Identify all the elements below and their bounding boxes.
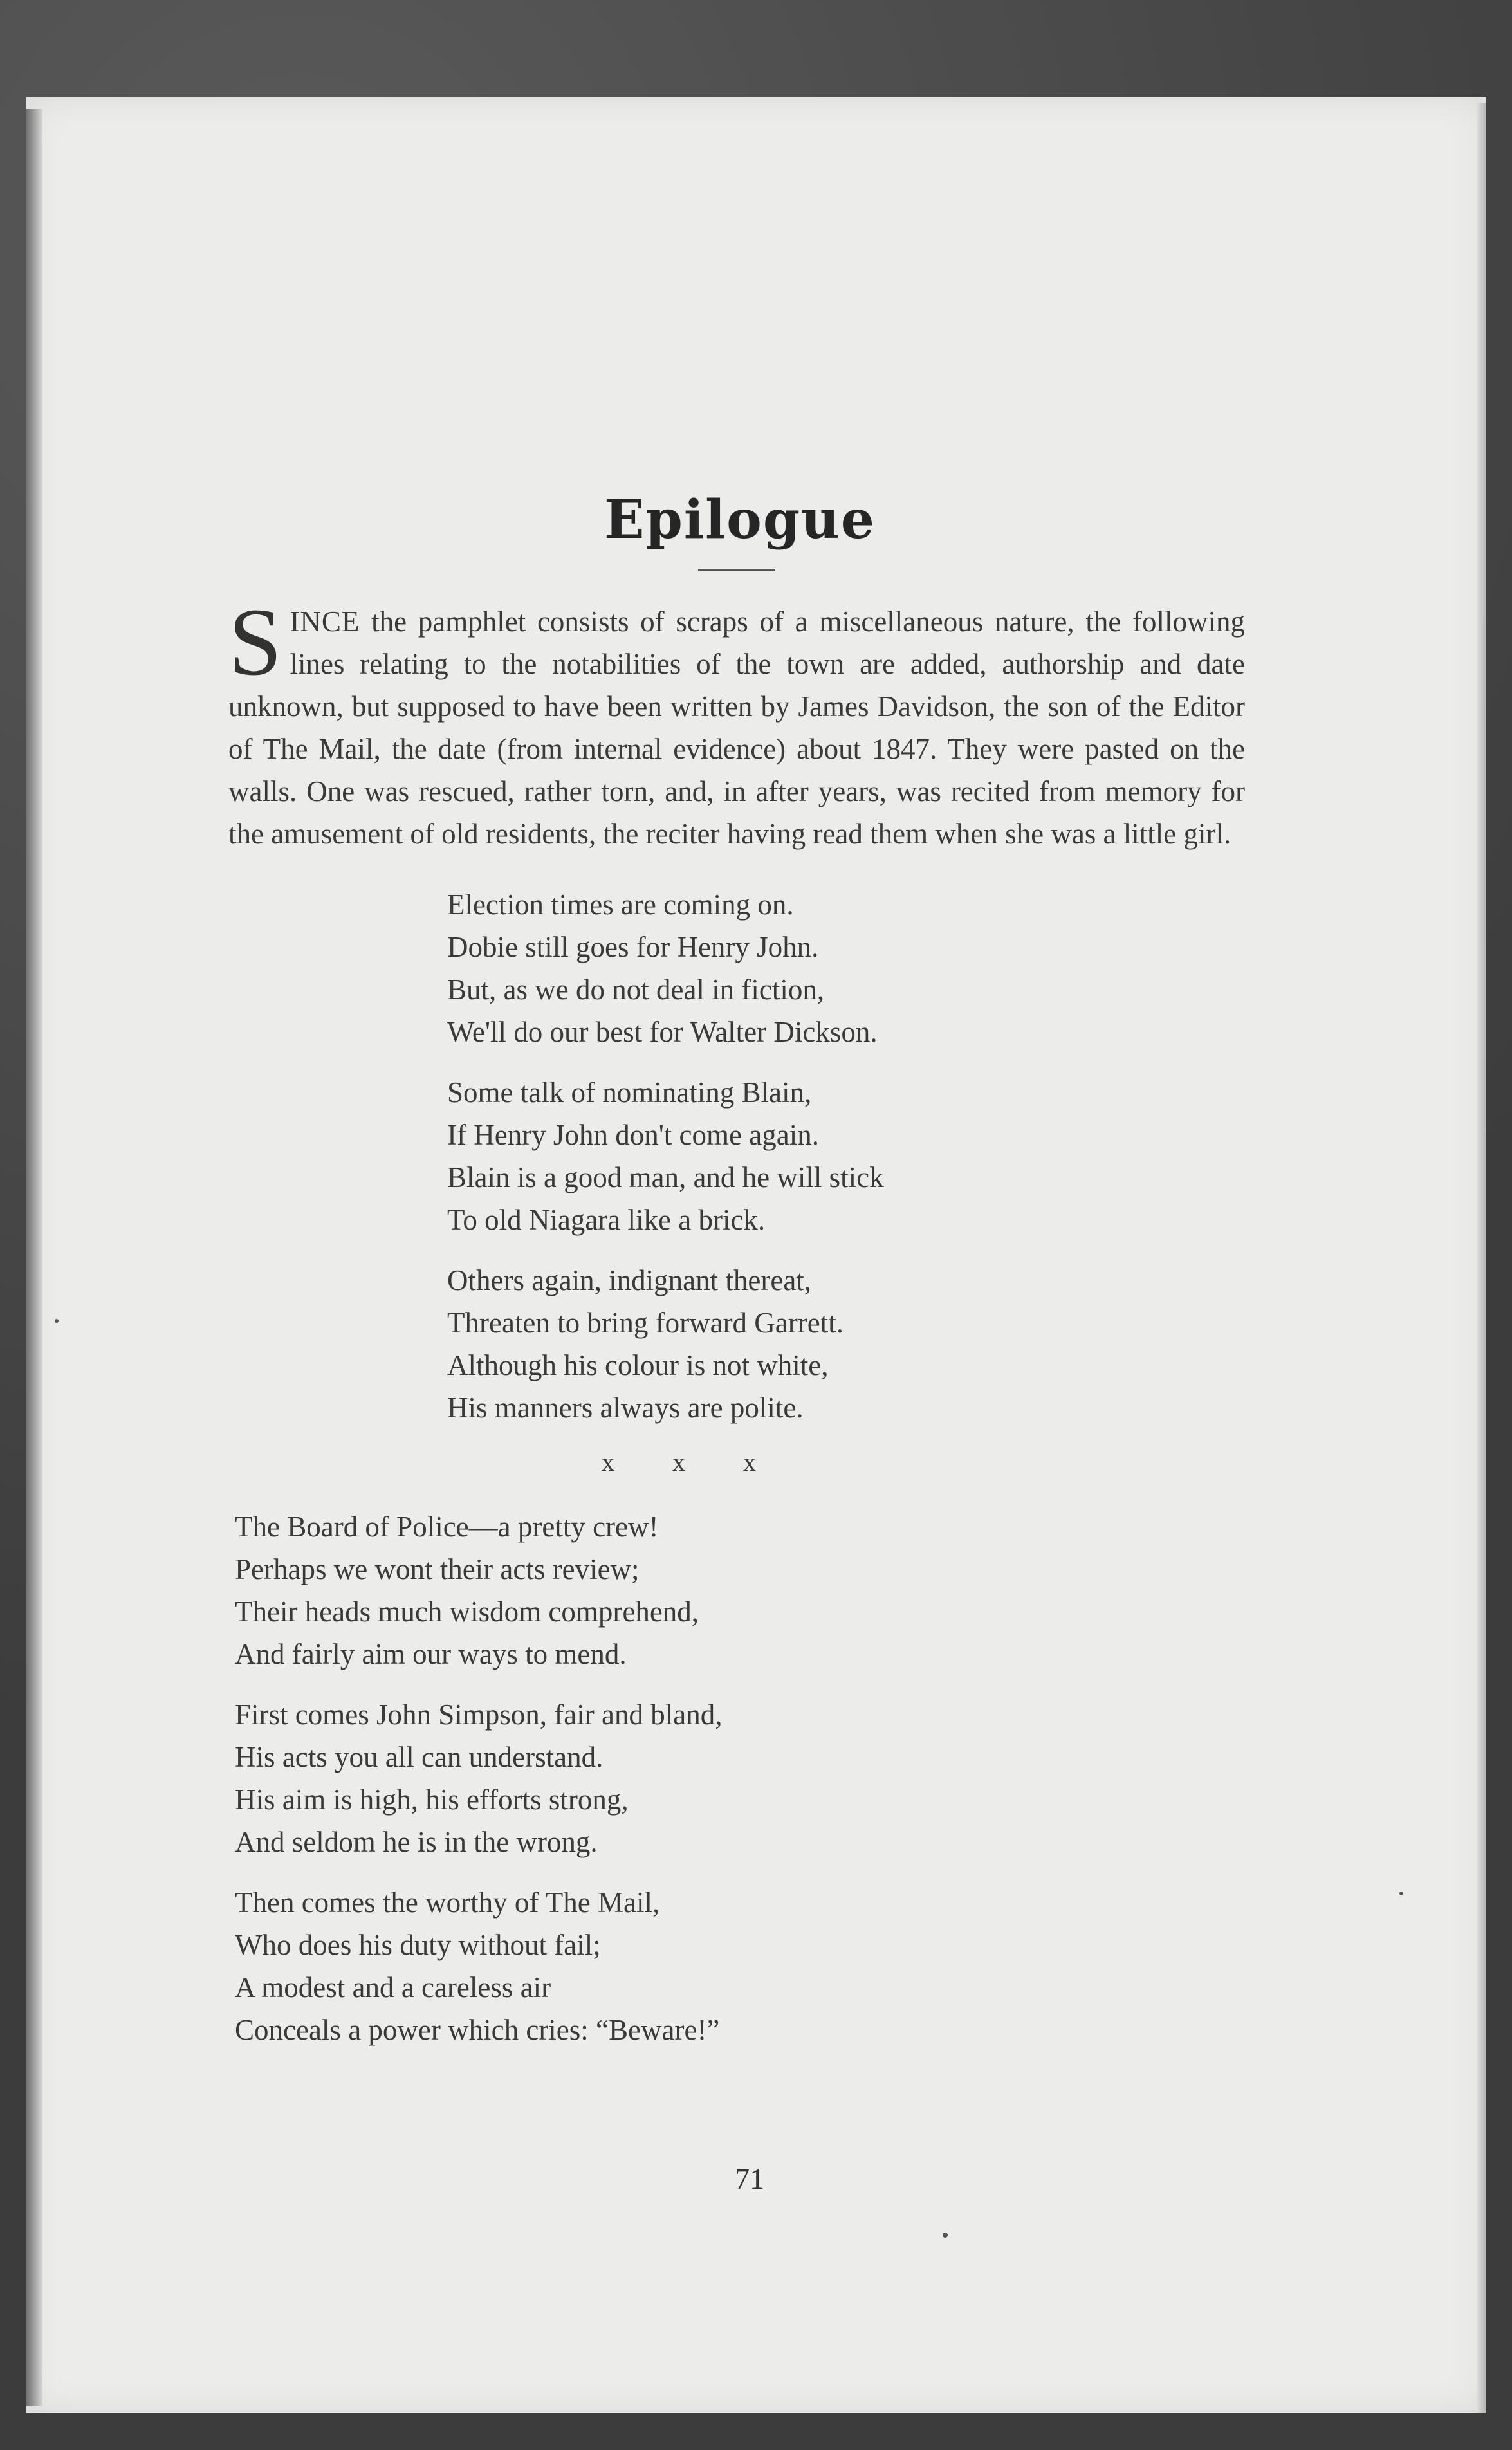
page-spine-shadow: [26, 109, 42, 2406]
poem-line: First comes John Simpson, fair and bland,: [235, 1699, 723, 1731]
poem-line: His aim is high, his efforts strong,: [235, 1783, 629, 1816]
stanza: [235, 1881, 1245, 2051]
poem-line: Their heads much wisdom comprehend,: [235, 1596, 699, 1628]
intro-lead: INCE: [290, 605, 360, 638]
page-edge: [1477, 103, 1486, 2413]
stanza: [447, 1071, 1245, 1241]
poem-line: Who does his duty without fail;: [235, 1929, 601, 1961]
stanza: [235, 1693, 1245, 1863]
poem-part-two: [235, 1506, 1245, 2051]
section-divider: x x x: [602, 1448, 756, 1477]
scan-speck: [943, 2233, 948, 2238]
poem-line: His manners always are polite.: [447, 1392, 804, 1424]
stanza: [447, 883, 1245, 1053]
poem-line: Conceals a power which cries: “Beware!”: [235, 2014, 720, 2046]
page-number: 71: [735, 2162, 764, 2195]
poem-line: The Board of Police—a pretty crew!: [235, 1511, 659, 1543]
scan-speck: [55, 1319, 59, 1323]
poem-line: Others again, indignant thereat,: [447, 1264, 812, 1296]
intro-paragraph: [228, 589, 1245, 855]
poem-line: Perhaps we wont their acts review;: [235, 1553, 640, 1585]
poem-line: We'll do our best for Walter Dickson.: [447, 1016, 878, 1048]
page-title: Epilogue: [604, 489, 876, 551]
stanza: [447, 1259, 1245, 1429]
poem-line: His acts you all can understand.: [235, 1741, 604, 1773]
poem-line: Then comes the worthy of The Mail,: [235, 1886, 660, 1919]
title-rule: [698, 569, 775, 571]
poem-line: Election times are coming on.: [447, 889, 794, 921]
poem-line: If Henry John don't come again.: [447, 1119, 819, 1151]
page-content: [228, 489, 1245, 2069]
poem-line: A modest and a careless air: [235, 1971, 551, 2003]
intro-text: the pamphlet consists of scraps of a miscellaneous nature, the following lines relating to the notabilities of the town are added, authorship and date unknown, but supposed to have been written by James Davidson, the son of the Editor of The Mail, the date (from internal evidence) about 1847. They were pasted on the walls. One was rescued, rather torn, and, in after years, was recited from memory for the amusement of old residents, the reciter having read them when she was a little girl.: [228, 605, 1245, 850]
poem-line: Dobie still goes for Henry John.: [447, 931, 819, 963]
poem-line: And fairly aim our ways to mend.: [235, 1638, 627, 1670]
poem-line: To old Niagara like a brick.: [447, 1204, 766, 1236]
poem-line: Blain is a good man, and he will stick: [447, 1161, 884, 1193]
poem-line: Threaten to bring forward Garrett.: [447, 1307, 844, 1339]
poem: [447, 883, 1245, 1429]
poem-line: And seldom he is in the wrong.: [235, 1826, 598, 1858]
poem-line: Although his colour is not white,: [447, 1349, 829, 1381]
scan-speck: [1399, 1892, 1403, 1895]
drop-cap: S: [228, 589, 282, 695]
stanza: [235, 1506, 1245, 1675]
poem-line: Some talk of nominating Blain,: [447, 1076, 812, 1109]
poem-line: But, as we do not deal in fiction,: [447, 973, 825, 1006]
